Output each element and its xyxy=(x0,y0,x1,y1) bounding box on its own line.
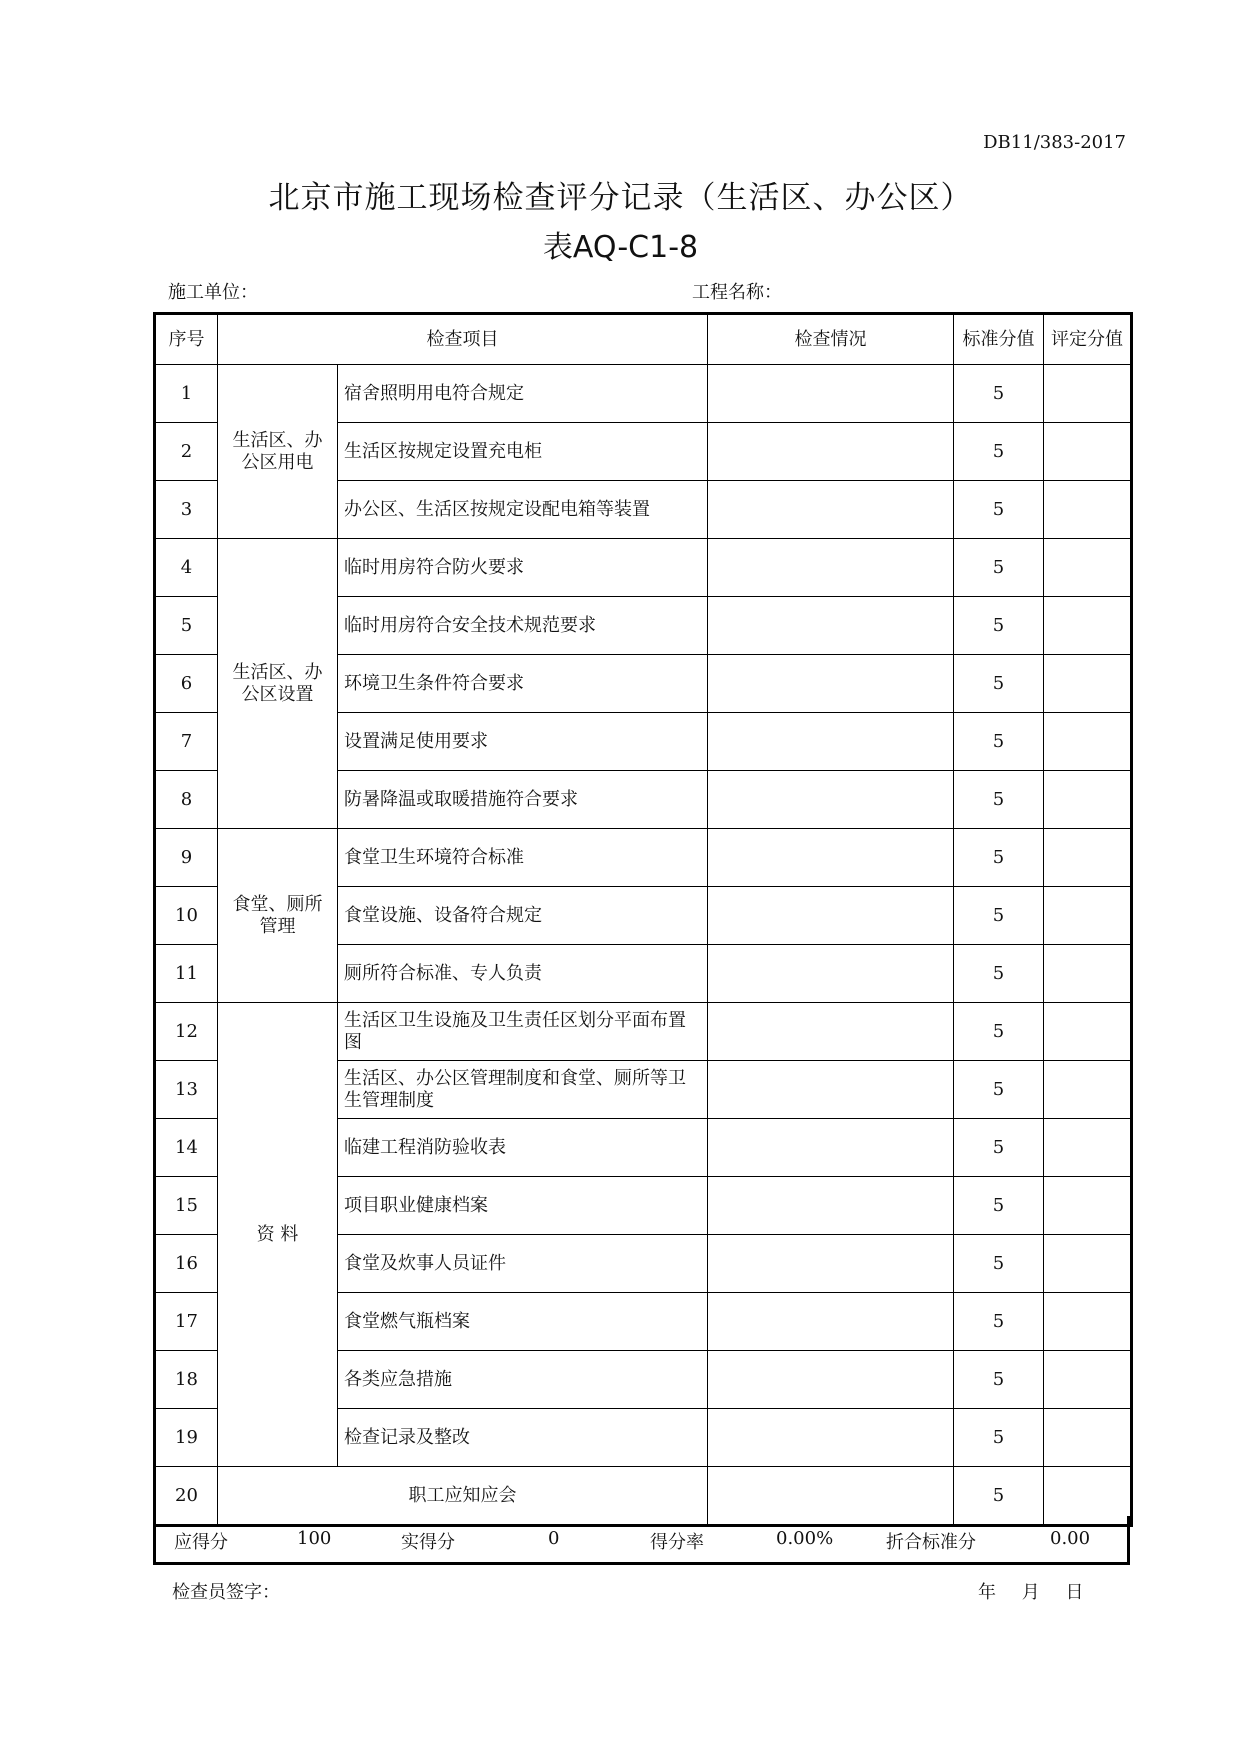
status-cell[interactable] xyxy=(708,1119,954,1177)
row-item: 食堂及炊事人员证件 xyxy=(338,1235,708,1293)
row-seq: 10 xyxy=(155,887,218,945)
project-name-label: 工程名称： xyxy=(692,282,782,303)
score-cell[interactable] xyxy=(1044,1177,1132,1235)
row-item: 职工应知应会 xyxy=(218,1467,708,1526)
row-item: 临建工程消防验收表 xyxy=(338,1119,708,1177)
score-cell[interactable] xyxy=(1044,713,1132,771)
row-seq: 19 xyxy=(155,1409,218,1467)
row-item: 临时用房符合防火要求 xyxy=(338,539,708,597)
row-standard: 5 xyxy=(954,1177,1044,1235)
score-cell[interactable] xyxy=(1044,481,1132,539)
status-cell[interactable] xyxy=(708,655,954,713)
status-cell[interactable] xyxy=(708,1177,954,1235)
status-cell[interactable] xyxy=(708,887,954,945)
row-item: 生活区按规定设置充电柜 xyxy=(338,423,708,481)
category-cell: 生活区、办公区用电 xyxy=(218,365,338,539)
score-cell[interactable] xyxy=(1044,1003,1132,1061)
row-seq: 9 xyxy=(155,829,218,887)
status-cell[interactable] xyxy=(708,771,954,829)
row-seq: 8 xyxy=(155,771,218,829)
status-cell[interactable] xyxy=(708,365,954,423)
status-cell[interactable] xyxy=(708,423,954,481)
row-item: 各类应急措施 xyxy=(338,1351,708,1409)
row-seq: 6 xyxy=(155,655,218,713)
row-standard: 5 xyxy=(954,1061,1044,1119)
status-cell[interactable] xyxy=(708,829,954,887)
score-cell[interactable] xyxy=(1044,539,1132,597)
row-seq: 3 xyxy=(155,481,218,539)
score-cell[interactable] xyxy=(1044,1293,1132,1351)
row-seq: 16 xyxy=(155,1235,218,1293)
row-item: 生活区、办公区管理制度和食堂、厕所等卫生管理制度 xyxy=(338,1061,708,1119)
row-seq: 20 xyxy=(155,1467,218,1526)
row-item: 临时用房符合安全技术规范要求 xyxy=(338,597,708,655)
status-cell[interactable] xyxy=(708,1293,954,1351)
row-standard: 5 xyxy=(954,481,1044,539)
status-cell[interactable] xyxy=(708,945,954,1003)
header-score: 评定分值 xyxy=(1044,314,1132,365)
header-seq: 序号 xyxy=(155,314,218,365)
row-item: 检查记录及整改 xyxy=(338,1409,708,1467)
row-seq: 4 xyxy=(155,539,218,597)
row-standard: 5 xyxy=(954,655,1044,713)
summary-row xyxy=(153,1516,1130,1565)
row-item: 食堂燃气瓶档案 xyxy=(338,1293,708,1351)
score-cell[interactable] xyxy=(1044,423,1132,481)
score-cell[interactable] xyxy=(1044,655,1132,713)
row-standard: 5 xyxy=(954,771,1044,829)
score-cell[interactable] xyxy=(1044,829,1132,887)
actual-score-label: 实得分 xyxy=(401,1532,455,1553)
page-title: 北京市施工现场检查评分记录（生活区、办公区） xyxy=(268,180,973,216)
row-standard: 5 xyxy=(954,365,1044,423)
score-cell[interactable] xyxy=(1044,1409,1132,1467)
row-seq: 7 xyxy=(155,713,218,771)
row-seq: 2 xyxy=(155,423,218,481)
row-item: 生活区卫生设施及卫生责任区划分平面布置图 xyxy=(338,1003,708,1061)
row-item: 防暑降温或取暖措施符合要求 xyxy=(338,771,708,829)
category-cell: 食堂、厕所管理 xyxy=(218,829,338,1003)
row-seq: 5 xyxy=(155,597,218,655)
status-cell[interactable] xyxy=(708,1351,954,1409)
actual-score-value: 0 xyxy=(548,1528,560,1549)
status-cell[interactable] xyxy=(708,1061,954,1119)
row-standard: 5 xyxy=(954,1293,1044,1351)
row-seq: 12 xyxy=(155,1003,218,1061)
header-standard: 标准分值 xyxy=(954,314,1044,365)
row-item: 食堂设施、设备符合规定 xyxy=(338,887,708,945)
row-item: 宿舍照明用电符合规定 xyxy=(338,365,708,423)
row-item: 设置满足使用要求 xyxy=(338,713,708,771)
row-standard: 5 xyxy=(954,945,1044,1003)
status-cell[interactable] xyxy=(708,1409,954,1467)
row-seq: 1 xyxy=(155,365,218,423)
row-standard: 5 xyxy=(954,597,1044,655)
score-cell[interactable] xyxy=(1044,1061,1132,1119)
score-cell[interactable] xyxy=(1044,365,1132,423)
row-standard: 5 xyxy=(954,1003,1044,1061)
row-standard: 5 xyxy=(954,1409,1044,1467)
table-row xyxy=(155,829,1132,887)
row-standard: 5 xyxy=(954,423,1044,481)
status-cell[interactable] xyxy=(708,539,954,597)
score-cell[interactable] xyxy=(1044,1351,1132,1409)
row-seq: 15 xyxy=(155,1177,218,1235)
status-cell[interactable] xyxy=(708,1003,954,1061)
score-rate-label: 得分率 xyxy=(650,1532,704,1553)
score-table xyxy=(153,312,1133,1527)
category-cell: 资 料 xyxy=(218,1003,338,1467)
row-seq: 13 xyxy=(155,1061,218,1119)
due-score-value: 100 xyxy=(297,1528,332,1549)
row-standard: 5 xyxy=(954,713,1044,771)
score-cell[interactable] xyxy=(1044,1235,1132,1293)
score-rate-value: 0.00% xyxy=(776,1528,834,1549)
inspector-signature-label: 检查员签字： xyxy=(172,1582,280,1603)
due-score-label: 应得分 xyxy=(174,1532,228,1553)
row-standard: 5 xyxy=(954,1119,1044,1177)
row-item: 厕所符合标准、专人负责 xyxy=(338,945,708,1003)
score-cell[interactable] xyxy=(1044,1119,1132,1177)
row-item: 环境卫生条件符合要求 xyxy=(338,655,708,713)
status-cell[interactable] xyxy=(708,597,954,655)
row-standard: 5 xyxy=(954,1351,1044,1409)
header-item: 检查项目 xyxy=(218,314,708,365)
score-cell[interactable] xyxy=(1044,887,1132,945)
row-item: 食堂卫生环境符合标准 xyxy=(338,829,708,887)
row-item: 项目职业健康档案 xyxy=(338,1177,708,1235)
table-row xyxy=(155,1003,1132,1061)
status-cell[interactable] xyxy=(708,481,954,539)
score-cell[interactable] xyxy=(1044,945,1132,1003)
row-standard: 5 xyxy=(954,1467,1044,1526)
row-standard: 5 xyxy=(954,539,1044,597)
row-item: 办公区、生活区按规定设配电箱等装置 xyxy=(338,481,708,539)
row-standard: 5 xyxy=(954,1235,1044,1293)
row-standard: 5 xyxy=(954,887,1044,945)
construction-unit-label: 施工单位： xyxy=(168,282,258,303)
row-seq: 18 xyxy=(155,1351,218,1409)
row-seq: 17 xyxy=(155,1293,218,1351)
row-seq: 11 xyxy=(155,945,218,1003)
table-row xyxy=(155,539,1132,597)
row-seq: 14 xyxy=(155,1119,218,1177)
score-cell[interactable] xyxy=(1044,597,1132,655)
table-header-row xyxy=(155,314,1132,365)
document-code: DB11/383-2017 xyxy=(983,132,1126,153)
row-standard: 5 xyxy=(954,829,1044,887)
form-number: 表AQ-C1-8 xyxy=(542,230,699,265)
score-cell[interactable] xyxy=(1044,771,1132,829)
converted-score-value: 0.00 xyxy=(1050,1528,1091,1549)
date-label: 年 月 日 xyxy=(978,1582,1084,1603)
status-cell[interactable] xyxy=(708,713,954,771)
converted-score-label: 折合标准分 xyxy=(886,1532,976,1553)
table-row xyxy=(155,365,1132,423)
category-cell: 生活区、办公区设置 xyxy=(218,539,338,829)
header-status: 检查情况 xyxy=(708,314,954,365)
status-cell[interactable] xyxy=(708,1235,954,1293)
